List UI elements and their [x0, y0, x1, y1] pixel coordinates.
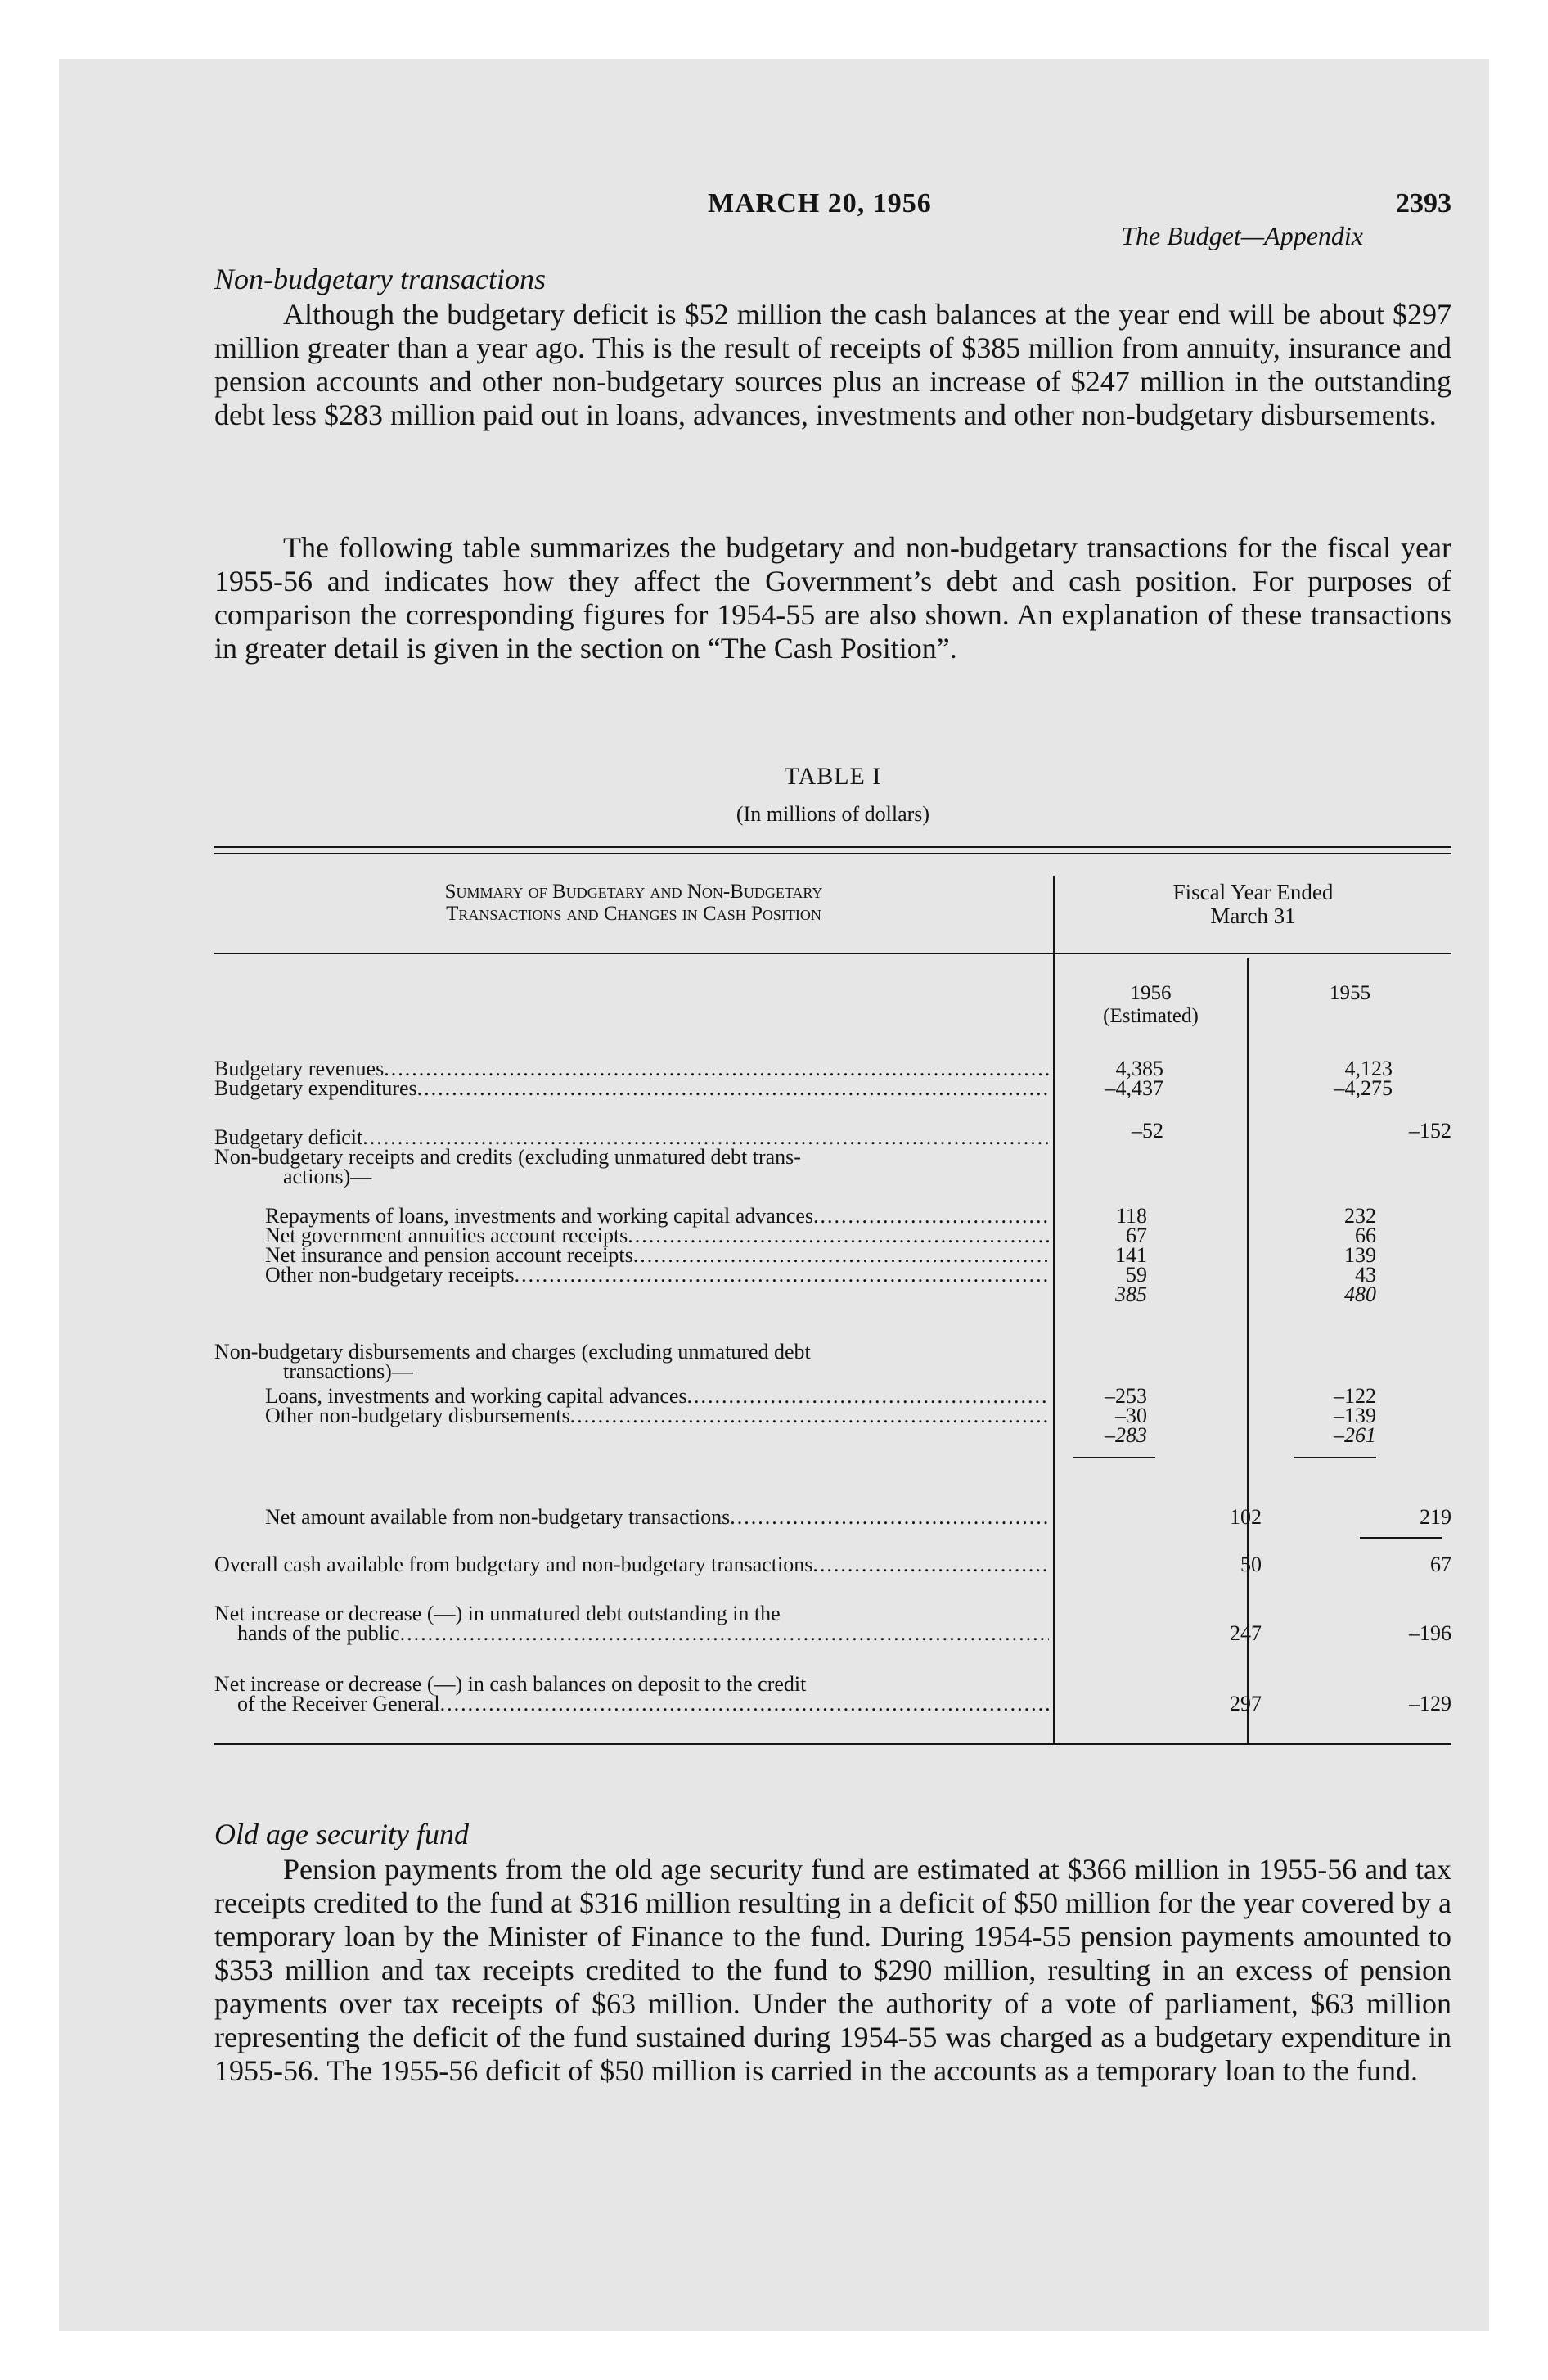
table-bottom-rule [214, 1743, 1451, 1745]
paragraph-2: The following table summarizes the budgetary and non-budgetary transactions for the fiscal year 1955-56 and indicates how they affect the Government’s debt and cash position. For purposes of comparison the corresponding figures for 1954-55 are also shown. An explanation of these transactions in greater detail is given in the section on “The Cash Position”. [214, 531, 1451, 665]
column-header-1956: 1956 (Estimated) [1103, 982, 1199, 1027]
subtotal-underline [1294, 1457, 1376, 1458]
table-title: TABLE I [784, 763, 882, 790]
table-subtitle: (In millions of dollars) [736, 802, 930, 826]
stub-header: Summary of Budgetary and Non-Budgetary Transactions and Changes in Cash Position [444, 881, 823, 925]
subtotal-underline [1073, 1457, 1155, 1458]
section-title-non-budgetary: Non-budgetary transactions [214, 263, 546, 295]
total-underline [1360, 1537, 1442, 1539]
column-header-1955: 1955 [1330, 982, 1370, 1004]
paragraph-3: Pension payments from the old age security fund are estimated at $366 million in 1955-56 and tax receipts credited to the fund at $316 million resulting in a deficit of $50 million for the year covered by a temporary loan by the Minister of Finance to the fund. During 1954-55 pension payments amounted to $353 million and tax receipts credited to the fund to $290 million, resulting in an excess of pension payments over tax receipts of $63 million. Under the authority of a vote of parliament, $63 million representing the deficit of the fund sustained during 1954-55 was charged as a budgetary expenditure in 1955-56. The 1955-56 deficit of $50 million is carried in the accounts as a temporary loan to the fund. [214, 1853, 1451, 2087]
table-top-rule-2 [214, 853, 1451, 854]
table-top-rule [214, 846, 1451, 848]
scanned-page: MARCH 20, 1956 2393 The Budget—Appendix Non-budgetary transactions Although the budgetary deficit is $52 million the cash balances at the year end will be about $297 million greater than a year ago. This is the result of receipts of $385 million from annuity, insurance and pension accounts and other non-budgetary sources plus an increase of $247 million in the outstanding debt less $283 million paid out in loans, advances, investments and other non-budgetary disbursements. The following table summarizes the budgetary and non-budgetary transactions for the fiscal year 1955-56 and indicates how they affect the Government’s debt and cash position. For purposes of comparison the corresponding figures for 1954-55 are also shown. An explanation of these transactions in greater detail is given in the section on “The Cash Position”. TABLE I (In millions of dollars) Summary of Budgetary and Non-Budgetary Transactions and Changes in Cash Position Fiscal Year Ended March 31 1956 (Estimated) 1955 Budgetary revenues ..... 4,385 4,123 Budgetary expenditures ..... –4,437 –4,275 Budgetary deficit ..... –52 –152 Non-budgetary receipts and credits (excluding unmatured debt trans- actions)— Repayments of loans, investments and working capital advances ..... 118 232 Net government annuities account receipts ..... 67 66 Net insurance and pension account receipts ..... 141 139 Other non-budgetary receipts ..... 59 43 385 480 Non-budgetary disbursements and charges (excluding unmatured debt transactions)— Loans, investments and working capital advances ..... –253 –122 Other non-budgetary disbursements ..... –30 –139 –283 –261 Net amount available from non-budgetary transactions ..... 102 219 Overall cash available from budgetary and non-budgetary transactions ..... 50 67 Net increase or decrease (—) in unmatured debt outstanding in the hands of the public ..... 247 –196 Net increase or decrease (—) in cash balances on deposit to the credit of the Receiver General ..... 297 –129 Old age security fund Pension payments from the old age security fund are estimated at $366 million in 1955-56 and tax receipts credited to the fund at $316 million resulting in a deficit of $50 million for the year covered by a temporary loan by the Minister of Finance to the fund. During 1954-55 pension payments amounted to $353 million and tax receipts credited to the fund to $290 million, resulting in an excess of pension payments over tax receipts of $63 million. Under the authority of a vote of parliament, $63 million representing the deficit of the fund sustained during 1954-55 was charged as a budgetary expenditure in 1955-56. The 1955-56 deficit of $50 million is carried in the accounts as a temporary loan to the fund. [59, 59, 1489, 2331]
section-title-old-age-security: Old age security fund [214, 1818, 469, 1850]
paragraph-1: Although the budgetary deficit is $52 million the cash balances at the year end will be about $297 million greater than a year ago. This is the result of receipts of $385 million from annuity, insurance and pension accounts and other non-budgetary sources plus an increase of $247 million in the outstanding debt less $283 million paid out in loans, advances, investments and other non-budgetary disbursements. [214, 298, 1451, 431]
page-date: MARCH 20, 1956 [708, 188, 932, 219]
fiscal-year-header: Fiscal Year Ended March 31 [1172, 880, 1334, 928]
publication-title: The Budget—Appendix [1121, 221, 1363, 250]
header-bottom-rule [214, 953, 1451, 954]
page-number: 2393 [1396, 188, 1451, 219]
running-header [214, 188, 1451, 221]
